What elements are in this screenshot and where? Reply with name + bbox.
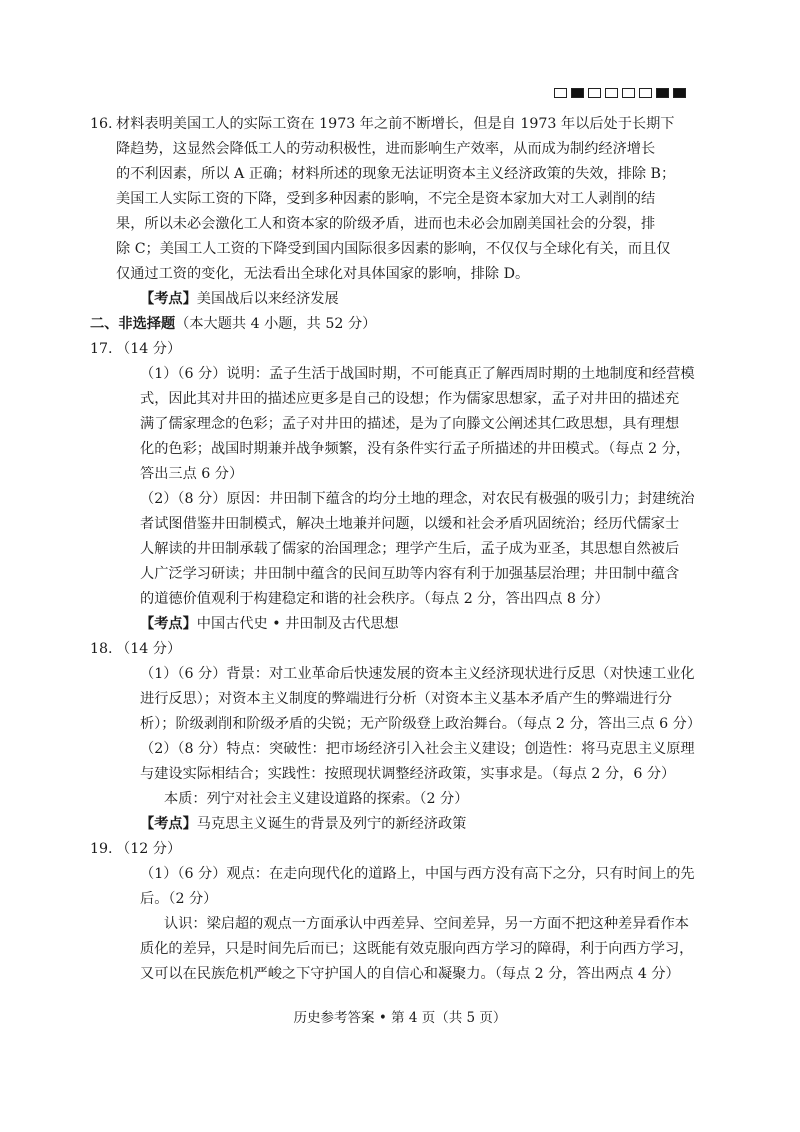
empty-square-mark [622, 88, 635, 98]
question-score: （12 分） [116, 841, 182, 857]
empty-square-mark [554, 88, 567, 98]
q18-part1-line: （1）（6 分）背景：对工业革命后快速发展的资本主义经济现状进行反思（对快速工业化 [140, 666, 695, 682]
kaodian-label: 【考点】 [140, 291, 197, 307]
kaodian [116, 612, 696, 637]
q17-part2-line: 人广泛学习研读；井田制中蕴含的民间互助等内容有利于加强基层治理；井田制中蕴含 [140, 566, 680, 582]
q18-part3-line: 本质：列宁对社会主义建设道路的探索。（2 分） [164, 791, 469, 807]
q16-line: 材料表明美国工人的实际工资在 1973 年之前不断增长，但是自 1973 年以后处于长期下 [116, 116, 675, 132]
q17-part1-line: 化的色彩；战国时期兼并战争频繁，没有条件实行孟子所描述的井田模式。（每点 2 分， [140, 441, 691, 457]
question-score: （14 分） [116, 341, 182, 357]
q19-part1-line: （1）（6 分）观点：在走向现代化的道路上，中国与西方没有高下之分，只有时间上的先 [140, 866, 695, 882]
q17-part1-line: 答出三点 6 分） [140, 466, 244, 482]
empty-square-mark [588, 88, 601, 98]
kaodian-label: 【考点】 [140, 616, 197, 632]
kaodian-text: 马克思主义诞生的背景及列宁的新经济政策 [196, 816, 467, 832]
filled-square-mark [673, 88, 686, 98]
page-marks [554, 88, 686, 98]
section-heading [90, 312, 696, 337]
q16-line: 美国工人实际工资的下降，受到多种因素的影响，不完全是资本家加大对工人剥削的结 [116, 191, 656, 207]
question-16 [90, 112, 696, 312]
q18-part2-line: 与建设实际相结合；实践性：按照现状调整经济政策，实事求是。（每点 2 分，6 分） [140, 766, 676, 782]
kaodian [116, 287, 696, 312]
q16-line: 的不利因素，所以 A 正确；材料所述的现象无法证明资本主义经济政策的失效，排除 B； [116, 166, 676, 182]
q18-part1-line: 析）；阶级剥削和阶级矛盾的尖锐；无产阶级登上政治舞台。（每点 2 分，答出三点 6 分） [140, 716, 702, 732]
question-18 [90, 637, 702, 837]
q18-part1-line: 进行反思）；对资本主义制度的弊端进行分析（对资本主义基本矛盾产生的弊端进行分 [140, 691, 673, 707]
q16-line: 仅通过工资的变化，无法看出全球化对具体国家的影响，排除 D。 [116, 266, 530, 282]
q16-line: 除 C；美国工人工资的下降受到国内国际很多因素的影响，不仅仅与全球化有关，而且仅 [116, 241, 671, 257]
q17-part1-line: （1）（6 分）说明：孟子生活于战国时期，不可能真正了解西周时期的土地制度和经营模 [140, 366, 695, 382]
answer-content [90, 112, 702, 987]
kaodian [116, 812, 696, 837]
page-footer: 历史参考答案 • 第 4 页（共 5 页） [293, 1010, 507, 1026]
kaodian-text: 美国战后以来经济发展 [196, 291, 339, 307]
question-19 [90, 837, 696, 987]
q17-part2-line: 者试图借鉴井田制模式，解决土地兼并问题，以缓和社会矛盾巩固统治；经历代儒家士 [140, 516, 680, 532]
kaodian-label: 【考点】 [140, 816, 197, 832]
q17-part2-line: （2）（8 分）原因：井田制下蕴含的均分土地的理念，对农民有极强的吸引力；封建统治 [140, 491, 695, 507]
q16-line: 降趋势，这显然会降低工人的劳动积极性，进而影响生产效率，从而成为制约经济增长 [116, 141, 656, 157]
empty-square-mark [639, 88, 652, 98]
q19-part2-line: 认识：梁启超的观点一方面承认中西差异、空间差异，另一方面不把这种差异看作本 [164, 916, 689, 932]
question-17 [90, 337, 696, 637]
q17-part1-line: 满了儒家理念的色彩；孟子对井田的描述，是为了向滕文公阐述其仁政思想，具有理想 [140, 416, 680, 432]
question-number: 18. [90, 641, 113, 657]
filled-square-mark [656, 88, 669, 98]
empty-square-mark [605, 88, 618, 98]
q17-part1-line: 式，因此其对井田的描述应更多是自己的设想；作为儒家思想家，孟子对井田的描述充 [140, 391, 680, 407]
q19-part1-line: 后。（2 分） [140, 891, 218, 907]
question-number: 19. [90, 841, 113, 857]
q19-part2-line: 又可以在民族危机严峻之下守护国人的自信心和凝聚力。（每点 2 分，答出两点 4 分） [140, 966, 680, 982]
section-note: （本大题共 4 小题，共 52 分） [175, 316, 377, 332]
filled-square-mark [571, 88, 584, 98]
question-number: 16. [90, 116, 113, 132]
question-number: 17. [90, 341, 113, 357]
q17-part2-line: 人解读的井田制承载了儒家的治国理念；理学产生后，孟子成为亚圣，其思想自然被后 [140, 541, 680, 557]
question-score: （14 分） [116, 641, 182, 657]
section-title: 二、非选择题 [90, 316, 176, 332]
q16-line: 果，所以未必会激化工人和资本家的阶级矛盾，进而也未必会加剧美国社会的分裂，排 [116, 216, 656, 232]
kaodian-text: 中国古代史 • 井田制及古代思想 [196, 616, 399, 632]
q19-part2-line: 质化的差异，只是时间先后而已；这既能有效克服向西方学习的障碍，利于向西方学习， [140, 941, 694, 957]
q18-part2-line: （2）（8 分）特点：突破性：把市场经济引入社会主义建设；创造性：将马克思主义原理 [140, 741, 695, 757]
q17-part2-line: 的道德价值观利于构建稳定和谐的社会秩序。（每点 2 分，答出四点 8 分） [140, 591, 609, 607]
